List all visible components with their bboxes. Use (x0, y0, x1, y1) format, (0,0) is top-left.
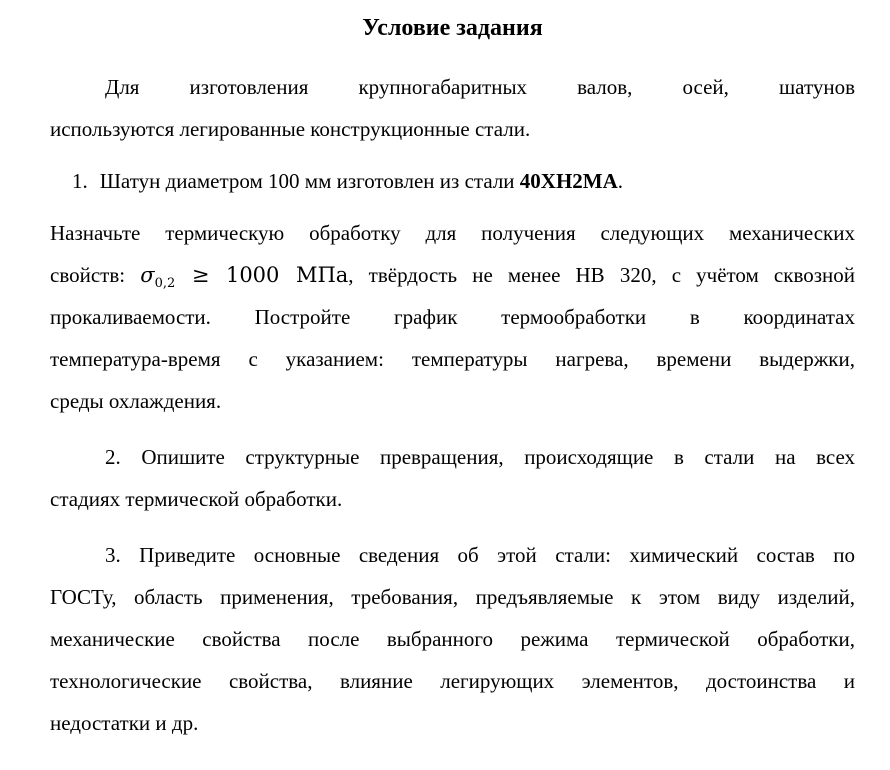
task-item-3 (50, 534, 855, 744)
heat-treatment-line-5: среды охлаждения. (50, 389, 222, 413)
intro-line-1: Для изготовления крупногабаритных валов, осей, шатунов (105, 75, 855, 99)
task-item-1-line (50, 160, 855, 202)
heat-treatment-line-2 (50, 254, 855, 296)
task-item-3-line-4: технологические свойства, влияние легирующих элементов, достоинства и (50, 669, 855, 693)
item-1-number: 1. (72, 169, 88, 193)
formula-sigma (140, 263, 349, 292)
task-item-3-line-3: механические свойства после выбранного режима термической обработки, (50, 627, 855, 651)
heat-treatment-line-4: температура-время с указанием: температуры нагрева, времени выдержки, (50, 347, 855, 371)
formula-suffix: , твёрдость не менее НВ 320, с учётом сквозной (348, 263, 855, 287)
item-1-text: Шатун диаметром 100 мм изготовлен из стали (99, 169, 515, 193)
paragraph-intro (50, 66, 855, 150)
task-item-3-line-5: недостатки и др. (50, 711, 199, 735)
document-title: Условие задания (362, 15, 543, 41)
heat-treatment-line-3: прокаливаемости. Постройте график термообработки в координатах (50, 305, 855, 329)
task-item-3-line-2: ГОСТу, область применения, требования, предъявляемые к этом виду изделий, (50, 585, 855, 609)
paragraph-heat-treatment (50, 212, 855, 422)
formula-condition: ≥ 1000 МПа (191, 263, 349, 287)
sigma-symbol: σ (140, 263, 155, 287)
sigma-subscript: 0,2 (154, 276, 176, 292)
task-item-2-line-2: стадиях термической обработки. (50, 487, 343, 511)
heat-treatment-line-1: Назначьте термическую обработку для получения следующих механических (50, 221, 855, 245)
task-item-2-line-1: 2. Опишите структурные превращения, происходящие в стали на всех (105, 445, 855, 469)
task-item-1 (50, 160, 855, 202)
intro-line-2: используются легированные конструкционные стали. (50, 117, 531, 141)
task-item-3-line-1: 3. Приведите основные сведения об этой стали: химический состав по (105, 543, 855, 567)
task-item-2 (50, 436, 855, 520)
steel-grade: 40ХН2МА (519, 169, 618, 193)
item-1-period: . (617, 169, 624, 193)
formula-prefix: свойств: (50, 263, 126, 287)
